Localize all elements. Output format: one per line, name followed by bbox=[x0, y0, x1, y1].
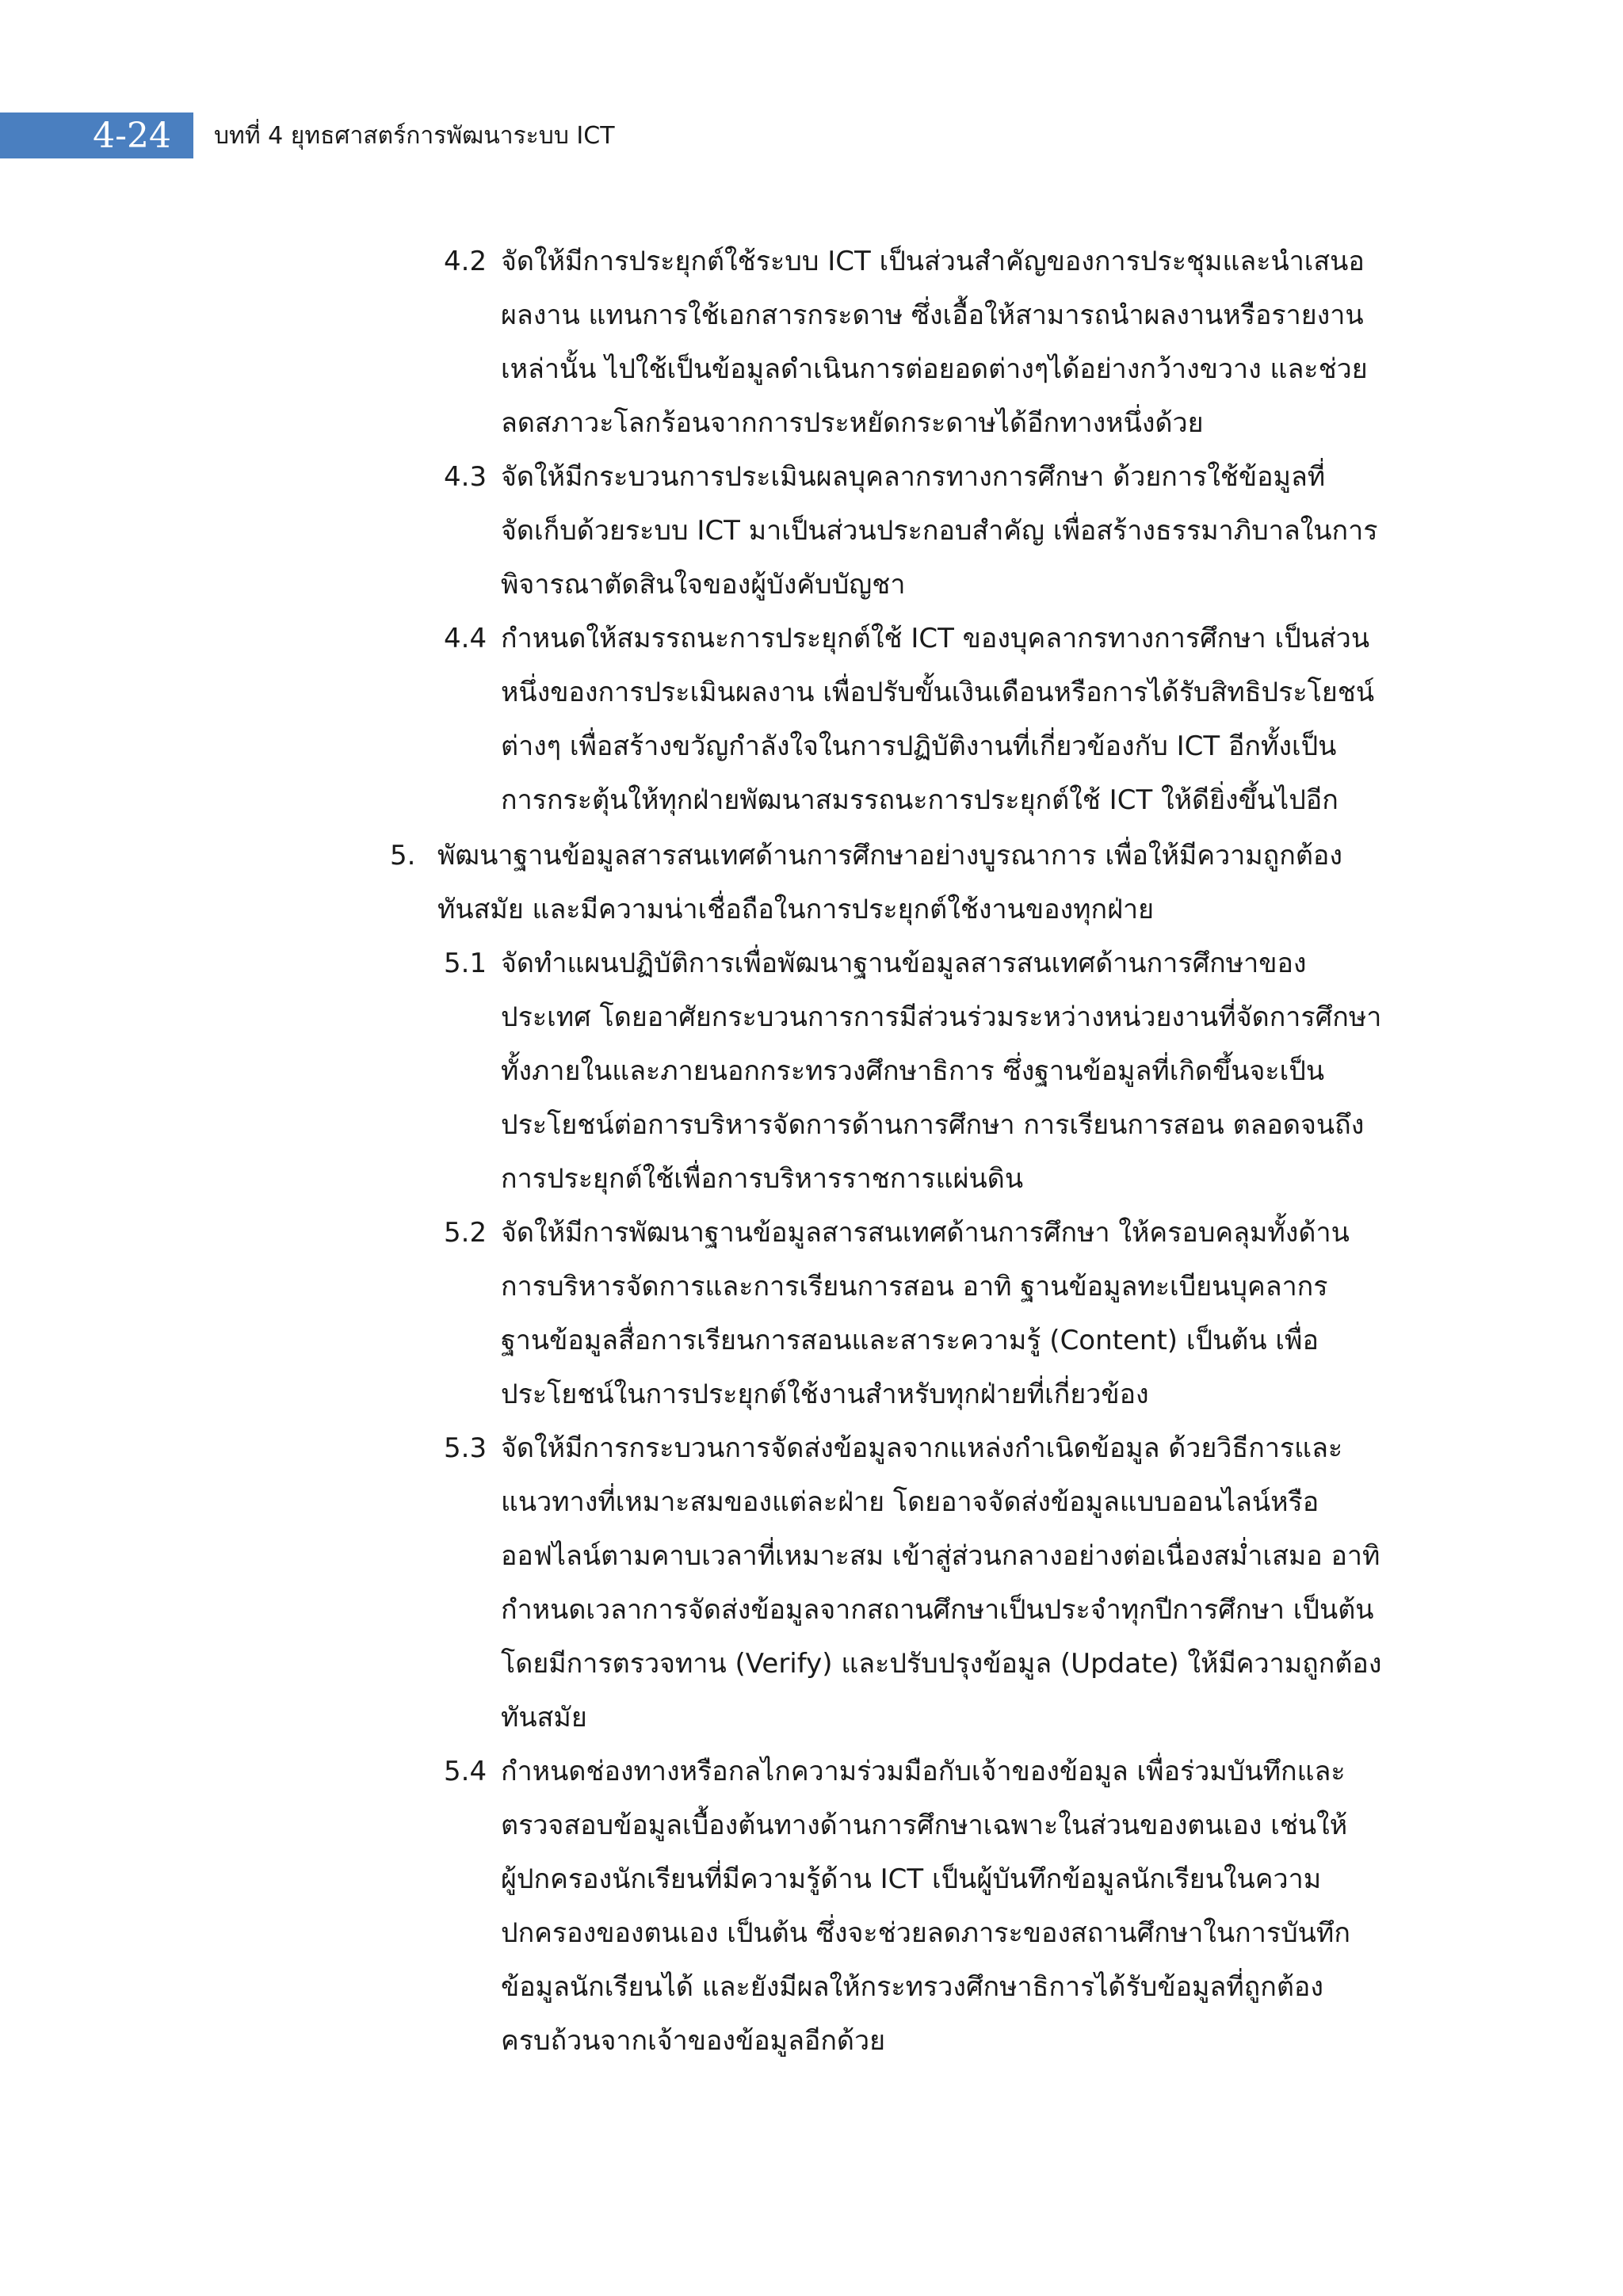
item-text-line: กำหนดให้สมรรถนะการประยุกต์ใช้ ICT ของบุคลากรทางการศึกษา เป็นส่วน bbox=[501, 623, 1370, 654]
item-text-line: ผู้ปกครองนักเรียนที่มีความรู้ด้าน ICT เป็นผู้บันทึกข้อมูลนักเรียนในความ bbox=[501, 1863, 1322, 1895]
item-text-line: ผลงาน แทนการใช้เอกสารกระดาษ ซึ่งเอื้อให้สามารถนำผลงานหรือรายงาน bbox=[501, 299, 1364, 331]
page-number: 4-24 bbox=[93, 116, 171, 156]
item-text-line: หนึ่งของการประเมินผลงาน เพื่อปรับขั้นเงินเดือนหรือการได้รับสิทธิประโยชน์ bbox=[501, 677, 1375, 708]
item-text-line: จัดเก็บด้วยระบบ ICT มาเป็นส่วนประกอบสำคัญ เพื่อสร้างธรรมาภิบาลในการ bbox=[501, 515, 1378, 547]
item-number: 5.4 bbox=[444, 1756, 487, 1787]
item-text-line: ประโยชน์ในการประยุกต์ใช้งานสำหรับทุกฝ่ายที่เกี่ยวข้อง bbox=[501, 1379, 1149, 1410]
item-text-line: จัดทำแผนปฏิบัติการเพื่อพัฒนาฐานข้อมูลสารสนเทศด้านการศึกษาของ bbox=[501, 948, 1307, 979]
item-text-line: การประยุกต์ใช้เพื่อการบริหารราชการแผ่นดิน bbox=[501, 1163, 1024, 1195]
item-text-line: แนวทางที่เหมาะสมของแต่ละฝ่าย โดยอาจจัดส่งข้อมูลแบบออนไลน์หรือ bbox=[501, 1486, 1319, 1518]
item-text-line: โดยมีการตรวจทาน (Verify) และปรับปรุงข้อมูล (Update) ให้มีความถูกต้อง bbox=[501, 1648, 1382, 1680]
item-text-line: ข้อมูลนักเรียนได้ และยังมีผลให้กระทรวงศึกษาธิการได้รับข้อมูลที่ถูกต้อง bbox=[501, 1971, 1323, 2003]
item-text-line: ทันสมัย และมีความน่าเชื่อถือในการประยุกต์ใช้งานของทุกฝ่าย bbox=[437, 894, 1155, 925]
item-number: 5.2 bbox=[444, 1217, 487, 1249]
item-text-line: ตรวจสอบข้อมูลเบื้องต้นทางด้านการศึกษาเฉพาะในส่วนของตนเอง เช่นให้ bbox=[501, 1810, 1348, 1841]
item-text-line: การกระตุ้นให้ทุกฝ่ายพัฒนาสมรรถนะการประยุกต์ใช้ ICT ให้ดียิ่งขึ้นไปอีก bbox=[501, 784, 1338, 816]
item-text-line: จัดให้มีการกระบวนการจัดส่งข้อมูลจากแหล่งกำเนิดข้อมูล ด้วยวิธีการและ bbox=[501, 1432, 1343, 1464]
item-text-line: ออฟไลน์ตามคาบเวลาที่เหมาะสม เข้าสู่ส่วนกลางอย่างต่อเนื่องสม่ำเสมอ อาทิ bbox=[501, 1540, 1381, 1572]
item-text-line: ทันสมัย bbox=[501, 1702, 587, 1733]
item-text-line: เหล่านั้น ไปใช้เป็นข้อมูลดำเนินการต่อยอดต่างๆได้อย่างกว้างขวาง และช่วย bbox=[501, 353, 1368, 385]
item-number: 4.4 bbox=[444, 623, 487, 654]
item-text-line: จัดให้มีการประยุกต์ใช้ระบบ ICT เป็นส่วนสำคัญของการประชุมและนำเสนอ bbox=[501, 246, 1365, 277]
item-number: 5. bbox=[390, 840, 416, 871]
item-text-line: กำหนดช่องทางหรือกลไกความร่วมมือกับเจ้าของข้อมูล เพื่อร่วมบันทึกและ bbox=[501, 1756, 1346, 1787]
item-text-line: ครบถ้วนจากเจ้าของข้อมูลอีกด้วย bbox=[501, 2025, 886, 2057]
item-text-line: ฐานข้อมูลสื่อการเรียนการสอนและสาระความรู้ (Content) เป็นต้น เพื่อ bbox=[501, 1325, 1319, 1356]
item-number: 5.3 bbox=[444, 1432, 487, 1464]
item-text-line: ทั้งภายในและภายนอกกระทรวงศึกษาธิการ ซึ่งฐานข้อมูลที่เกิดขึ้นจะเป็น bbox=[501, 1055, 1325, 1087]
item-number: 4.3 bbox=[444, 461, 487, 493]
item-text-line: จัดให้มีกระบวนการประเมินผลบุคลากรทางการศึกษา ด้วยการใช้ข้อมูลที่ bbox=[501, 461, 1326, 493]
item-text-line: ปกครองของตนเอง เป็นต้น ซึ่งจะช่วยลดภาระของสถานศึกษาในการบันทึก bbox=[501, 1917, 1350, 1949]
item-text-line: การบริหารจัดการและการเรียนการสอน อาทิ ฐานข้อมูลทะเบียนบุคลากร bbox=[501, 1271, 1328, 1302]
chapter-title: บทที่ 4 ยุทธศาสตร์การพัฒนาระบบ ICT bbox=[214, 122, 615, 150]
item-text-line: จัดให้มีการพัฒนาฐานข้อมูลสารสนเทศด้านการศึกษา ให้ครอบคลุมทั้งด้าน bbox=[501, 1217, 1350, 1249]
item-text-line: พัฒนาฐานข้อมูลสารสนเทศด้านการศึกษาอย่างบูรณาการ เพื่อให้มีความถูกต้อง bbox=[437, 840, 1342, 871]
item-number: 4.2 bbox=[444, 246, 487, 277]
item-text-line: ต่างๆ เพื่อสร้างขวัญกำลังใจในการปฏิบัติงานที่เกี่ยวข้องกับ ICT อีกทั้งเป็น bbox=[501, 730, 1337, 762]
item-text-line: ประโยชน์ต่อการบริหารจัดการด้านการศึกษา การเรียนการสอน ตลอดจนถึง bbox=[501, 1109, 1365, 1141]
item-text-line: ประเทศ โดยอาศัยกระบวนการการมีส่วนร่วมระหว่างหน่วยงานที่จัดการศึกษา bbox=[501, 1001, 1382, 1033]
item-text-line: พิจารณาตัดสินใจของผู้บังคับบัญชา bbox=[501, 569, 906, 601]
item-text-line: กำหนดเวลาการจัดส่งข้อมูลจากสถานศึกษาเป็นประจำทุกปีการศึกษา เป็นต้น bbox=[501, 1594, 1374, 1626]
item-text-line: ลดสภาวะโลกร้อนจากการประหยัดกระดาษได้อีกทางหนึ่งด้วย bbox=[501, 407, 1204, 439]
item-number: 5.1 bbox=[444, 948, 487, 979]
